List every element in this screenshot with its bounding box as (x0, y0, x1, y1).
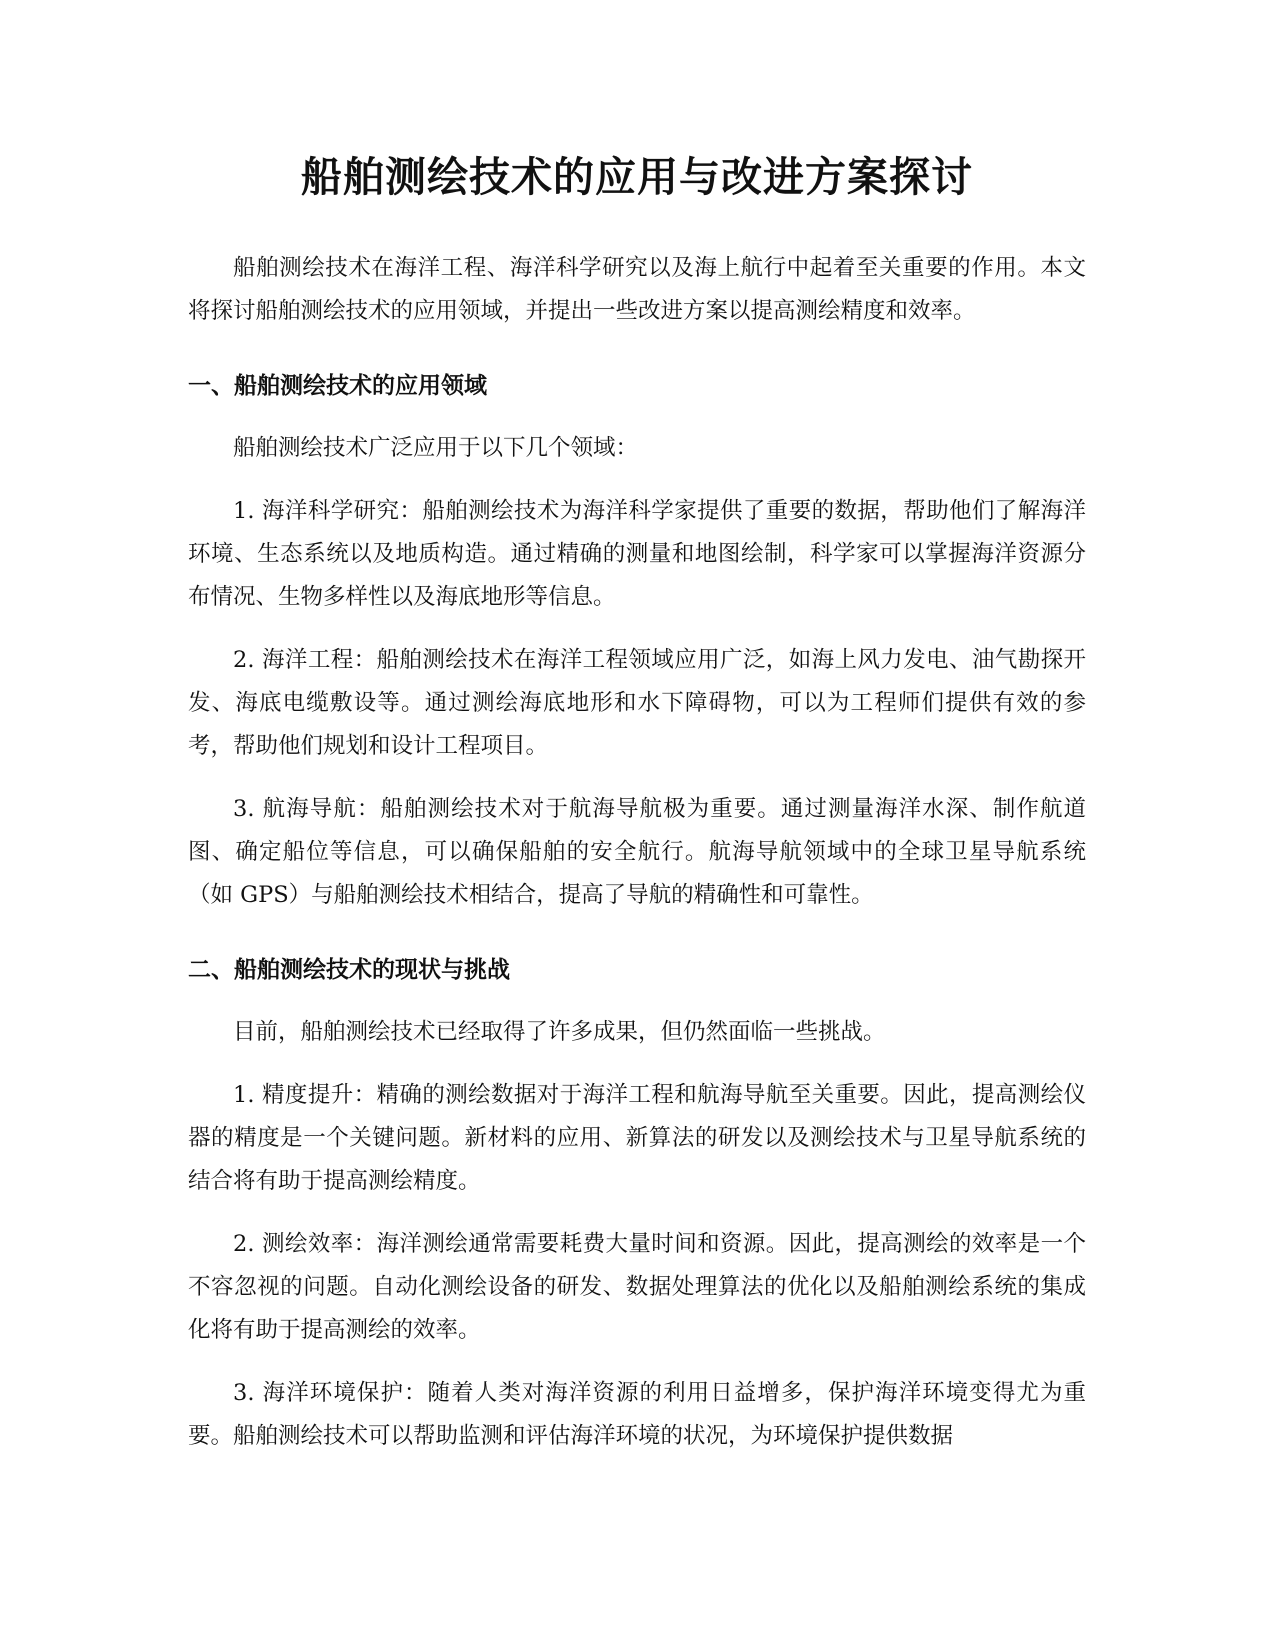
section-heading: 二、船舶测绘技术的现状与挑战 (188, 957, 510, 983)
section-paragraph: 2. 测绘效率：海洋测绘通常需要耗费大量时间和资源。因此，提高测绘的效率是一个不容忽视的问题。自动化测绘设备的研发、数据处理算法的优化以及船舶测绘系统的集成化将有助于提高测绘的效率。 (188, 1231, 1086, 1343)
document-body (188, 145, 1086, 1478)
section-status-challenges (188, 953, 1086, 1458)
section-paragraph: 船舶测绘技术广泛应用于以下几个领域： (233, 435, 639, 461)
section-paragraph: 2. 海洋工程：船舶测绘技术在海洋工程领域应用广泛，如海上风力发电、油气勘探开发、海底电缆敷设等。通过测绘海底地形和水下障碍物，可以为工程师们提供有效的参考，帮助他们规划和设计工程项目。 (188, 647, 1086, 759)
section-paragraph: 1. 海洋科学研究：船舶测绘技术为海洋科学家提供了重要的数据，帮助他们了解海洋环境、生态系统以及地质构造。通过精确的测量和地图绘制，科学家可以掌握海洋资源分布情况、生物多样性以及海底地形等信息。 (188, 498, 1086, 610)
page-title: 船舶测绘技术的应用与改进方案探讨 (301, 153, 973, 201)
section-paragraph: 1. 精度提升：精确的测绘数据对于海洋工程和航海导航至关重要。因此，提高测绘仪器的精度是一个关键问题。新材料的应用、新算法的研发以及测绘技术与卫星导航系统的结合将有助于提高测绘精度。 (188, 1082, 1086, 1194)
section-heading: 一、船舶测绘技术的应用领域 (188, 373, 487, 399)
section-paragraph: 目前，船舶测绘技术已经取得了许多成果，但仍然面临一些挑战。 (233, 1019, 886, 1045)
section-paragraph: 3. 海洋环境保护：随着人类对海洋资源的利用日益增多，保护海洋环境变得尤为重要。船舶测绘技术可以帮助监测和评估海洋环境的状况，为环境保护提供数据 (188, 1380, 1086, 1449)
section-paragraph: 3. 航海导航：船舶测绘技术对于航海导航极为重要。通过测量海洋水深、制作航道图、确定船位等信息，可以确保船舶的安全航行。航海导航领域中的全球卫星导航系统（如 GPS）与船舶测绘技术相结合，提高了导航的精确性和可靠性。 (188, 796, 1086, 908)
section-application-fields (188, 369, 1086, 917)
intro-paragraph: 船舶测绘技术在海洋工程、海洋科学研究以及海上航行中起着至关重要的作用。本文将探讨船舶测绘技术的应用领域，并提出一些改进方案以提高测绘精度和效率。 (188, 255, 1086, 324)
